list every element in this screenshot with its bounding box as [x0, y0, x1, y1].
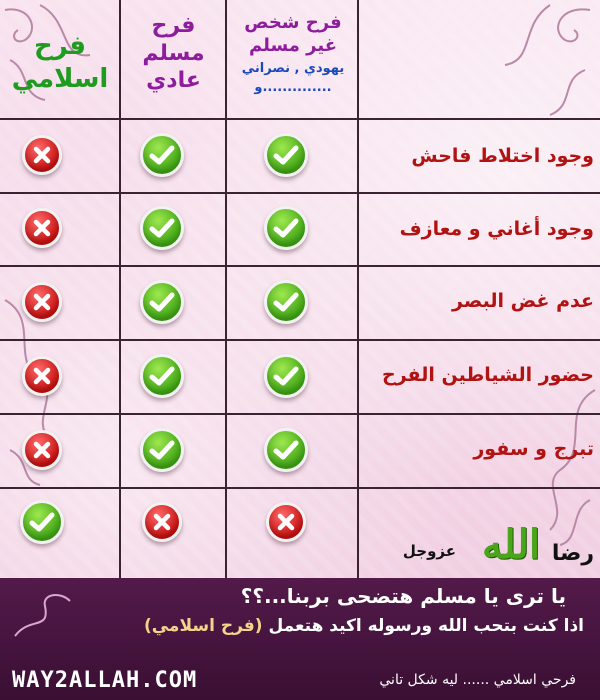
- condition-text: اذا كنت بتحب الله ورسوله اكيد هتعمل: [268, 616, 584, 636]
- reda-allah-label: [368, 520, 598, 572]
- check-icon: [264, 206, 308, 250]
- condition-highlight: (فرح اسلامي): [143, 616, 263, 636]
- check-icon: [140, 428, 184, 472]
- cell-muslim: [140, 354, 184, 398]
- row-label: حضور الشياطين الفرح: [382, 364, 594, 386]
- cell-islamic: [20, 354, 64, 398]
- cell-muslim: [140, 428, 184, 472]
- cross-icon: [266, 502, 306, 542]
- cell-other: [264, 280, 308, 324]
- check-icon: [140, 354, 184, 398]
- footer-banner: [0, 578, 600, 700]
- header-sub: يهودي , نصراني: [241, 61, 345, 76]
- row-label: عدم غض البصر: [452, 290, 594, 312]
- grid-line: [0, 487, 600, 489]
- check-icon: [20, 500, 64, 544]
- header-line: اسلامي: [11, 63, 109, 94]
- grid-line: [0, 118, 600, 120]
- cell-muslim: [140, 280, 184, 324]
- header-line: فرح شخص: [244, 12, 342, 33]
- check-icon: [264, 428, 308, 472]
- footer-ornament-icon: [10, 586, 80, 646]
- cross-icon: [142, 502, 182, 542]
- check-icon: [140, 133, 184, 177]
- footer-condition: [144, 616, 584, 636]
- cell-islamic: [20, 500, 64, 544]
- check-icon: [264, 133, 308, 177]
- row-label: تبرج و سفور: [473, 438, 594, 460]
- cross-icon: [22, 135, 62, 175]
- grid-line: [0, 192, 600, 194]
- cell-other: [264, 428, 308, 472]
- cell-islamic: [20, 133, 64, 177]
- header-line: غير مسلم: [248, 34, 338, 56]
- grid-line: [0, 339, 600, 341]
- footer-slogan: فرحي اسلامي ...... ليه شكل تاني: [379, 672, 576, 688]
- cell-other: [264, 206, 308, 250]
- header-line: فرح: [34, 31, 86, 61]
- header-sub: و..............: [254, 80, 332, 95]
- cell-islamic: [20, 428, 64, 472]
- header-line: مسلم: [142, 40, 205, 66]
- cell-muslim: [140, 500, 184, 544]
- reda-text: رضا: [551, 541, 594, 566]
- cross-icon: [22, 282, 62, 322]
- cross-icon: [22, 208, 62, 248]
- cell-islamic: [20, 206, 64, 250]
- website-url[interactable]: WAY2ALLAH.COM: [12, 668, 198, 693]
- cross-icon: [22, 430, 62, 470]
- row-label: وجود أغاني و معازف: [399, 218, 594, 240]
- column-header-non-muslim: [227, 0, 359, 118]
- footer-question: يا ترى يا مسلم هتضحى بربنا...؟؟: [240, 584, 566, 608]
- cross-icon: [22, 356, 62, 396]
- header-line: عادي: [146, 68, 201, 93]
- grid-line: [0, 265, 600, 267]
- check-icon: [264, 280, 308, 324]
- check-icon: [264, 354, 308, 398]
- column-header-muslim: [121, 0, 226, 118]
- cell-other: [264, 500, 308, 544]
- azzawajal-text: عزوجل: [402, 542, 456, 560]
- grid-line: [0, 413, 600, 415]
- check-icon: [140, 206, 184, 250]
- cell-muslim: [140, 206, 184, 250]
- cell-other: [264, 133, 308, 177]
- check-icon: [140, 280, 184, 324]
- corner-ornament-icon: [490, 0, 600, 130]
- cell-muslim: [140, 133, 184, 177]
- cell-islamic: [20, 280, 64, 324]
- cell-other: [264, 354, 308, 398]
- row-label: وجود اختلاط فاحش: [411, 145, 594, 167]
- header-line: فرح: [151, 13, 196, 38]
- allah-text: الله: [482, 521, 540, 568]
- column-header-islamic: [0, 0, 120, 118]
